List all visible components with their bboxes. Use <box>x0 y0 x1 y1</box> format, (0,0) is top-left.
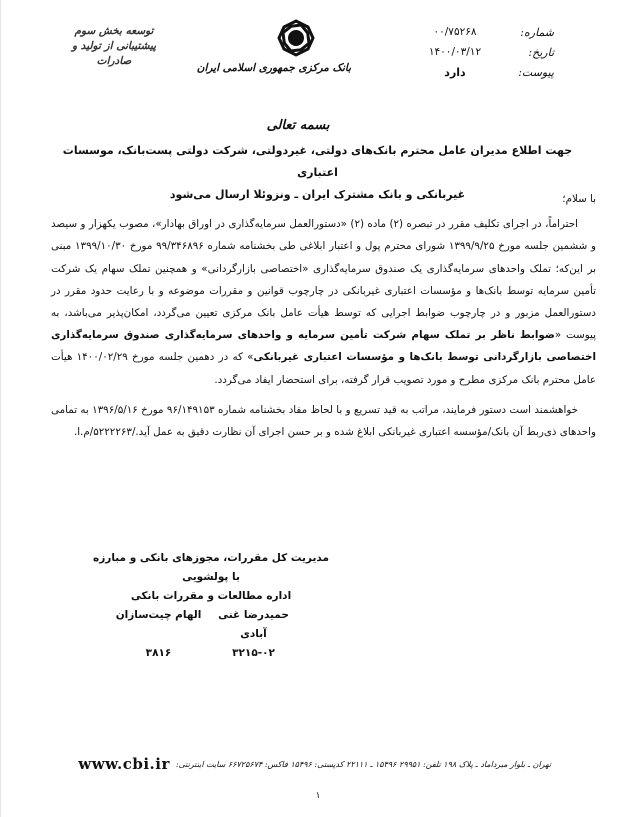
meta-number-value: ۰۰/۷۵۲۶۸ <box>433 26 477 38</box>
bank-logo-block <box>196 18 351 74</box>
signer-1-code: ۳۲۱۵-۰۲ <box>232 647 275 659</box>
signer-2-name: الهام چیت‌سازان <box>115 609 202 621</box>
body-paragraph-1 <box>51 213 596 391</box>
greeting: با سلام؛ <box>562 193 596 205</box>
letter-footer <box>78 755 551 773</box>
attachment-title: ضوابط ناظر بر تملک سهام شرکت تأمین سرمایه و واحدهای سرمایه‌گذاری صندوق سرمایه‌گذاری اختصاصی بازارگردانی توسط بانک‌ها و مؤسسات اعتباری غیربانکی <box>51 329 596 364</box>
stamp-line-1: توسعه بخش سوم <box>74 25 154 37</box>
meta-date-row <box>400 42 554 62</box>
signer-names-row <box>91 606 331 644</box>
letter-meta <box>400 22 554 82</box>
meta-number-label: شماره: <box>520 25 554 39</box>
paragraph-1-part-b: » که در دهمین جلسه مورخ ۱۴۰۰/۰۲/۲۹ هیأت عامل محترم بانک مرکزی مطرح و مورد تصویب قرار گرفته، برای استحضار ایفاد می‌گردد. <box>51 351 596 386</box>
meta-attachment-value: دارد <box>444 65 466 79</box>
page-number: ۱ <box>315 791 321 801</box>
signature-dept-1: مدیریت کل مقررات، مجوزهای بانکی و مبارزه با پولشویی <box>93 552 329 583</box>
letter-body <box>51 188 596 443</box>
bank-name: بانک مرکزی جمهوری اسلامی ایران <box>196 62 351 74</box>
stamp-text <box>69 24 159 69</box>
signature-dept-2: اداره مطالعات و مقررات بانکی <box>130 590 292 602</box>
signer-codes-row <box>91 644 331 663</box>
paragraph-1-part-a: احتراماً، در اجرای تکلیف مقرر در تبصره (۲) ماده (۲) «دستورالعمل سرمایه‌گذاری در اوراق بهادار»، مصوب یکهزار و سیصد و ششمین جلسه مورخ ۱۳۹۹/۹/۲۵ شورای محترم پول و اعتبار ابلاغی طی بخشنامه شماره ۹۹/۳۴۶۸۹۶ مورخ ۱۳۹۹/۱۰/۳۰ مبنی بر این‌که؛ تملک واحدهای سرمایه‌گذاری یک صندوق سرمایه‌گذاری «اختصاصی بازارگردانی» و همچنین تملک سهام یک شرکت تأمین سرمایه توسط بانک‌ها و مؤسسات اعتباری غیربانکی در چارچوب قوانین و مقررات موضوعه و با رعایت حدود مقرر در دستورالعمل مزبور و در چارچوب ضوابط اجرایی که توسط هیأت عامل بانک مرکزی تعیین می‌گردد، امکان‌پذیر می‌باشد، به پیوست « <box>51 218 597 342</box>
meta-date-label: تاریخ: <box>528 45 554 59</box>
bismillah-heading: بسمه تعالی <box>266 118 330 133</box>
meta-attachment-row <box>400 62 554 82</box>
recipients-line-2: غیربانکی و بانک مشترک ایران ـ ونزوئلا ارسال می‌شود <box>169 188 466 201</box>
signer-1-name: حمیدرضا غنی آبادی <box>218 609 289 640</box>
central-bank-logo-icon <box>276 18 316 58</box>
paragraph-gap <box>51 391 596 399</box>
meta-number-row <box>400 22 554 42</box>
body-paragraph-2: خواهشمند است دستور فرمایند، مراتب به قید تسریع و با لحاظ مفاد بخشنامه شماره ۹۶/۱۴۹۱۵۳ مورخ ۱۳۹۶/۵/۱۶ به تمامی واحدهای ذی‌ربط آن بانک/مؤسسه اعتباری غیربانکی ابلاغ شده و بر حسن اجرای آن نظارت دقیق به عمل آید./۵۲۲۲۲۶۳/م.ا. <box>51 403 596 439</box>
meta-attachment-label: پیوست: <box>518 65 554 79</box>
meta-date-value: ۱۴۰۰/۰۳/۱۲ <box>428 46 482 58</box>
recipients-line-1: جهت اطلاع مدیران عامل محترم بانک‌های دولتی، غیردولتی، شرکت دولتی پست‌بانک، موسسات اعتباری <box>62 144 573 179</box>
footer-address: تهران ـ بلوار میرداماد ـ پلاک ۱۹۸ تلفن: ۲۹۹۵۱ ۱۵۴۹۶ ـ ۲۲۱۱۱ کدپستی: ۱۵۴۹۶ فاکس: ۶۶۷۲۵۶۷۴ سایت اینترنتی: <box>175 759 551 769</box>
stamp-line-2: پیشتیبانی از تولید و صادرات <box>71 40 157 67</box>
signer-2-code: ۳۸۱۶ <box>145 647 172 659</box>
signature-block <box>91 549 331 663</box>
footer-website-link[interactable]: www.cbi.ir <box>78 755 170 773</box>
